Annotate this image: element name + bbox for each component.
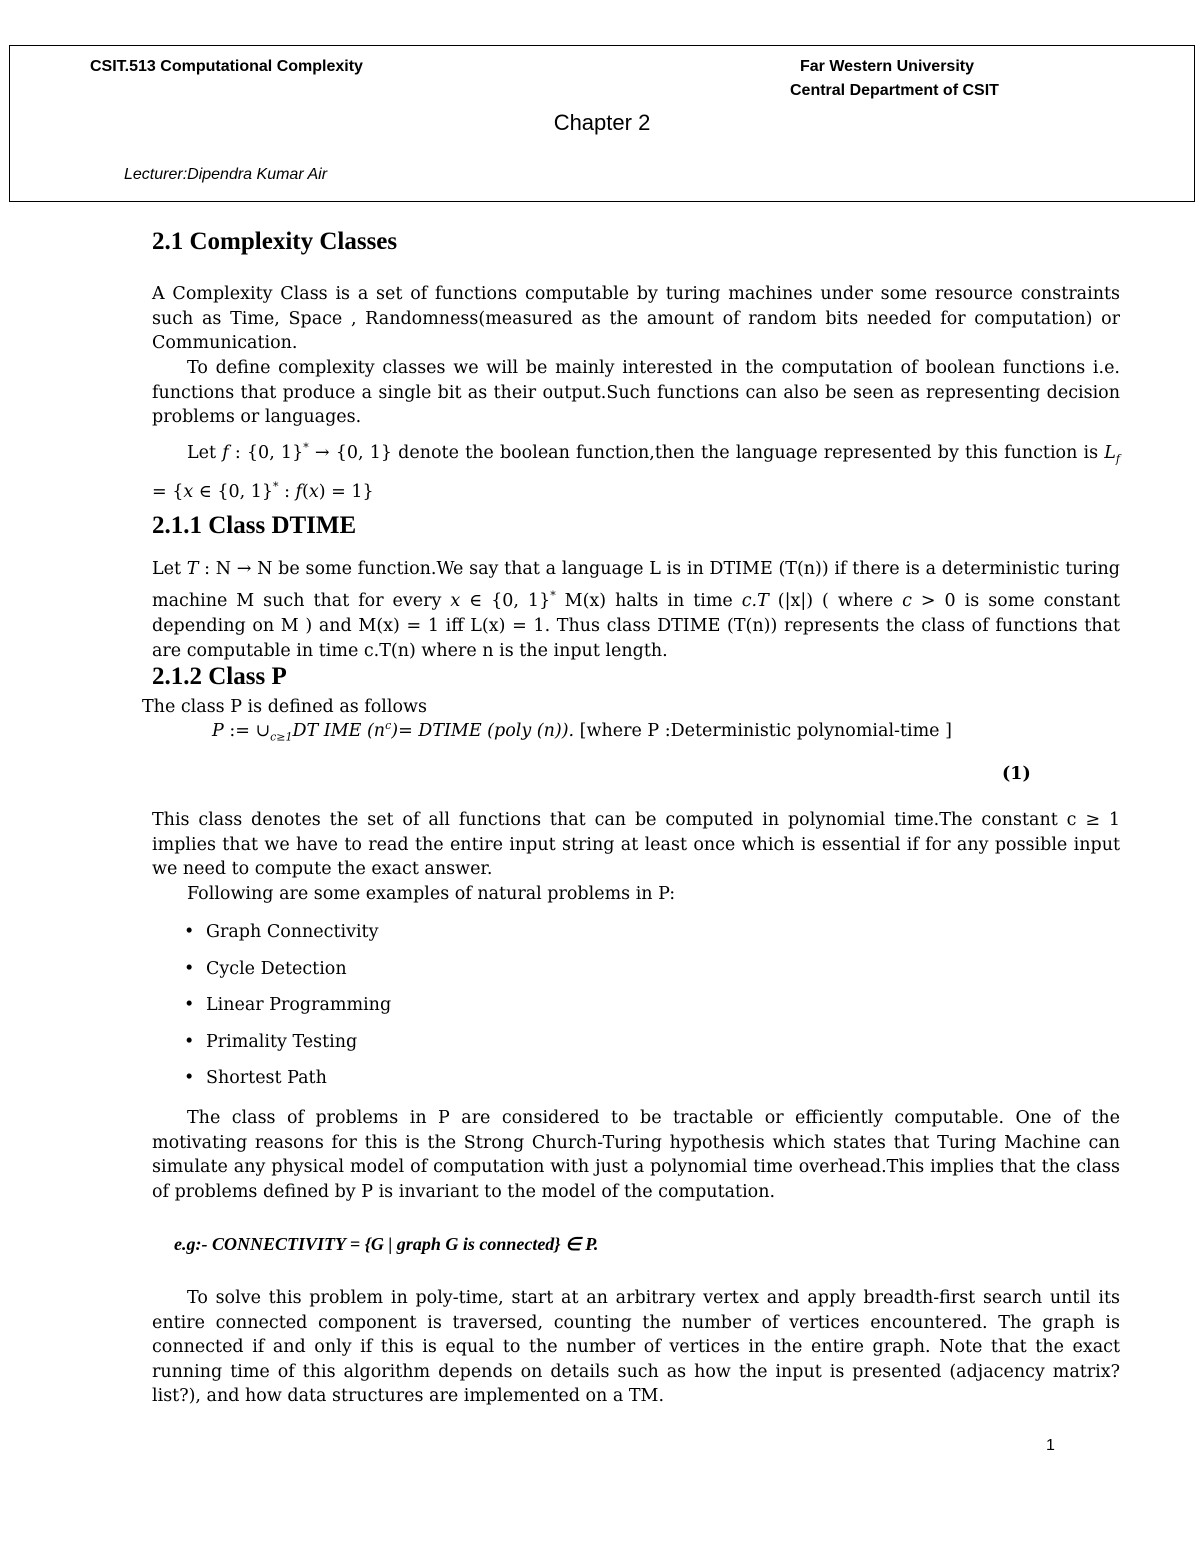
paragraph-polynomial-time: This class denotes the set of all functions that can be computed in polynomial time.The constant c ≥ 1 implies that we have to read the entire input string at least once which is essential if for any possible input we need to compute the exact answer. <box>152 810 1120 879</box>
paragraph-class-p-intro: The class P is defined as follows <box>142 697 427 717</box>
section-heading-2-1-1: 2.1.1 Class DTIME <box>152 512 357 539</box>
lecturer-name: Lecturer:Dipendra Kumar Air <box>124 166 328 183</box>
examples-list <box>176 922 391 1105</box>
university-name: Far Western University <box>800 58 974 75</box>
page-header <box>9 45 1195 202</box>
paragraph-tractability: The class of problems in P are considered to be tractable or efficiently computable. One of the motivating reasons for this is the Strong Church-Turing hypothesis which states that Turing Machine can simulate any physical model of computation with just a polynomial time overhead.This implies that the class of problems defined by P is invariant to the model of the computation. <box>152 1108 1120 1202</box>
equation-number: (1) <box>1002 764 1031 784</box>
paragraph-examples-intro: Following are some examples of natural problems in P: <box>187 884 676 904</box>
equation-class-p: P := $\cup_{c\ge 1}DT$ IME $(n^c)=$ DTIME (poly (n)). [where P :Deterministic polynomial-time ] <box>212 719 952 744</box>
paragraph-complexity-class-definition: A Complexity Class is a set of functions computable by turing machines under some resource constraints such as Time, Space , Randomness(measured as the amount of random bits needed for computation) or Communication. <box>152 284 1120 353</box>
paragraph-bfs-solution: To solve this problem in poly-time, start at an arbitrary vertex and apply breadth-first search until its entire connected component is traversed, counting the number of vertices encountered. The graph is connected if and only if this is equal to the number of vertices in the entire graph. Note that the exact running time of this algorithm depends on details such as how the input is presented (adjacency matrix? list?), and how data structures are implemented on a TM. <box>152 1288 1120 1406</box>
paragraph-dtime-definition: Let T : N → N be some function.We say that a language L is in DTIME (T(n)) if there is a deterministic turing machine M such that for every x ∈ {0, 1}* M(x) halts in time c.T (|x|) ( where c > 0 is some constant depending on M ) and M(x) = 1 iff L(x) = 1. Thus class DTIME (T(n)) represents the class of functions that are computable in time c.T(n) where n is the input length. <box>152 559 1120 662</box>
section-heading-2-1-2: 2.1.2 Class P <box>152 663 287 690</box>
section-heading-2-1: 2.1 Complexity Classes <box>152 228 398 255</box>
chapter-title: Chapter 2 <box>553 110 651 135</box>
list-item: • Shortest Path <box>184 1068 327 1088</box>
course-title: CSIT.513 Computational Complexity <box>90 58 363 75</box>
page-number: 1 <box>1046 1437 1055 1454</box>
list-item: • Primality Testing <box>184 1031 358 1052</box>
paragraph-boolean-functions: To define complexity classes we will be mainly interested in the computation of boolean functions i.e. functions that produce a single bit as their output.Such functions can also be seen as representing decision problems or languages. <box>152 358 1120 427</box>
department-name: Central Department of CSIT <box>790 82 999 99</box>
list-item: • Linear Programming <box>184 995 392 1015</box>
paragraph-language-definition: Let f : {0, 1}* → {0, 1} denote the boolean function,then the language represented by this function is $L_f = \{x$ ∈ {0, 1}* : f(x) = 1} <box>152 441 1120 503</box>
list-item: • Cycle Detection <box>184 958 347 979</box>
example-connectivity: e.g:- CONNECTIVITY = {G | graph G is connected} ∈ P. <box>174 1234 599 1254</box>
list-item: • Graph Connectivity <box>184 922 379 942</box>
